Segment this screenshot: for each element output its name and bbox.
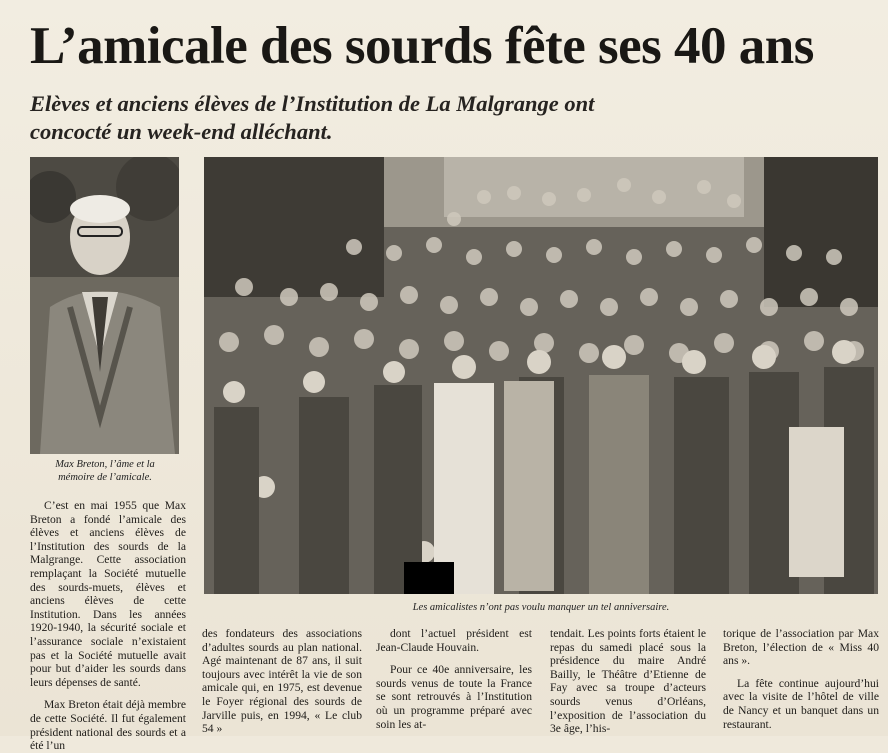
group-photo [204,157,878,594]
paragraph: La fête continue aujourd’hui avec la visite de l’hôtel de ville de Nancy et un banquet dans un restaurant. [723,676,879,731]
paragraph: dont l’actuel président est Jean-Claude Houvain. [376,627,532,654]
portrait-illustration [30,157,179,454]
text-column-4 [550,627,706,736]
subheadline-line-2: concocté un week-end alléchant. [30,119,333,144]
text-column-1 [30,499,186,753]
text-column-5 [723,627,879,731]
subheadline-line-1: Elèves et anciens élèves de l’Institution de La Malgrange ont [30,91,595,116]
headline: L’amicale des sourds fête ses 40 ans [30,17,814,75]
paragraph: C’est en mai 1955 que Max Breton a fondé l’amicale des élèves et anciens élèves de l’Institution des sourds de la Malgrange. Cette association remplaçant la Société mutuelle des sourds-muets, élèves et anciens élèves de cette Institution. Dans les années 1920-1940, la sécurité sociale et l’assurance sociale n’existaient pas et la Société mutuelle avait pour but d’aider les sourds dans leurs dépenses de santé. [30,499,186,689]
paragraph: torique de l’association par Max Breton, l’élection de « Miss 40 ans ». [723,627,879,668]
subheadline [30,90,880,146]
paragraph: des fondateurs des associations d’adultes sourds au plan national. Agé maintenant de 87 ans, il suit toujours avec intérêt la vie de son amicale qui, en 1975, est devenue le Foyer régional des sourds de Jarville puis, en 1994, « Le club 54 » [202,627,362,736]
group-photo-caption: Les amicalistes n’ont pas voulu manquer un tel anniversaire. [412,602,670,613]
portrait-photo [30,157,179,454]
portrait-caption: Max Breton, l’âme et la mémoire de l’amicale. [55,459,155,483]
paragraph: tendait. Les points forts étaient le repas du samedi placé sous la présidence du maire André Bailly, le Théâtre d’Etienne de Fay avec sa troupe d’acteurs sourds venus d’Orléans, l’exposition de l’association du 3e âge, l’his- [550,627,706,736]
text-column-2 [202,627,362,736]
paragraph: Max Breton était déjà membre de cette Société. Il fut également président national des sourds et a été l’un [30,698,186,753]
group-illustration [204,157,878,594]
text-column-3 [376,627,532,731]
paragraph: Pour ce 40e anniversaire, les sourds venus de toute la France se sont retrouvés à l’Institution où un programme préparé avec soin les at- [376,663,532,731]
